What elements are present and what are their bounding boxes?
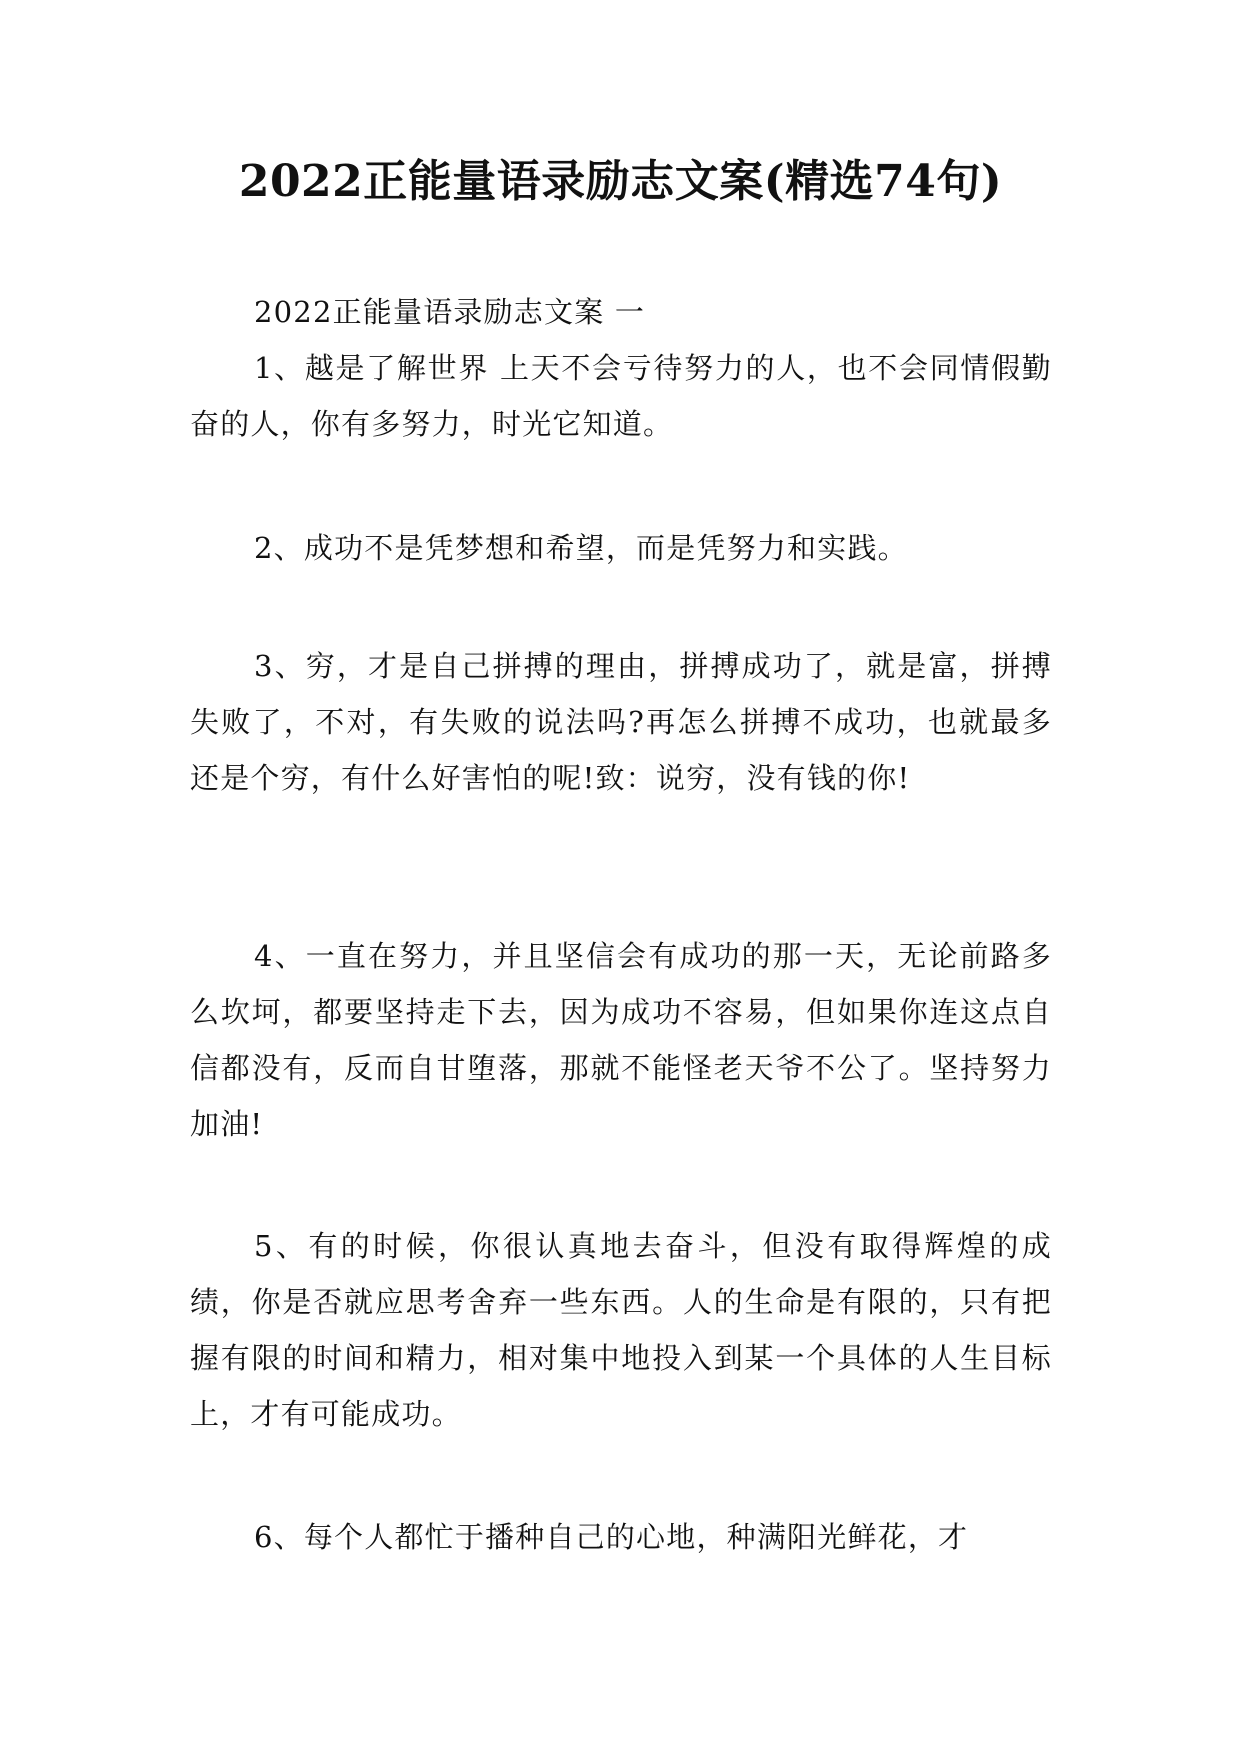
paragraph-5: 5、有的时候，你很认真地去奋斗，但没有取得辉煌的成绩，你是否就应思考舍弃一些东西。人的生命是有限的，只有把握有限的时间和精力，相对集中地投入到某一个具体的人生目标上，才有可能成功。 xyxy=(190,1229,1052,1431)
section-heading: 2022正能量语录励志文案 一 xyxy=(254,295,646,329)
paragraph-3: 3、穷，才是自己拼搏的理由，拼搏成功了，就是富，拼搏失败了，不对，有失败的说法吗?再怎么拼搏不成功，也就最多还是个穷，有什么好害怕的呢!致：说穷，没有钱的你! xyxy=(190,649,1052,795)
paragraph-1: 1、越是了解世界 上天不会亏待努力的人，也不会同情假勤奋的人，你有多努力，时光它知道。 xyxy=(190,351,1052,441)
paragraph-2: 2、成功不是凭梦想和希望，而是凭努力和实践。 xyxy=(254,531,908,565)
section-heading-block xyxy=(190,284,1052,340)
paragraph-6: 6、每个人都忙于播种自己的心地，种满阳光鲜花，才 xyxy=(254,1520,969,1554)
paragraph-block-6 xyxy=(190,1509,1052,1565)
paragraph-block-3 xyxy=(190,638,1052,806)
document-title: 2022正能量语录励志文案(精选74句) xyxy=(238,156,1003,207)
paragraph-block-2 xyxy=(190,520,1052,576)
paragraph-block-4 xyxy=(190,928,1052,1152)
paragraph-4: 4、一直在努力，并且坚信会有成功的那一天，无论前路多么坎坷，都要坚持走下去，因为成功不容易，但如果你连这点自信都没有，反而自甘堕落，那就不能怪老天爷不公了。坚持努力加油! xyxy=(190,939,1052,1141)
paragraph-block-5 xyxy=(190,1218,1052,1442)
paragraph-block-1 xyxy=(190,340,1052,452)
